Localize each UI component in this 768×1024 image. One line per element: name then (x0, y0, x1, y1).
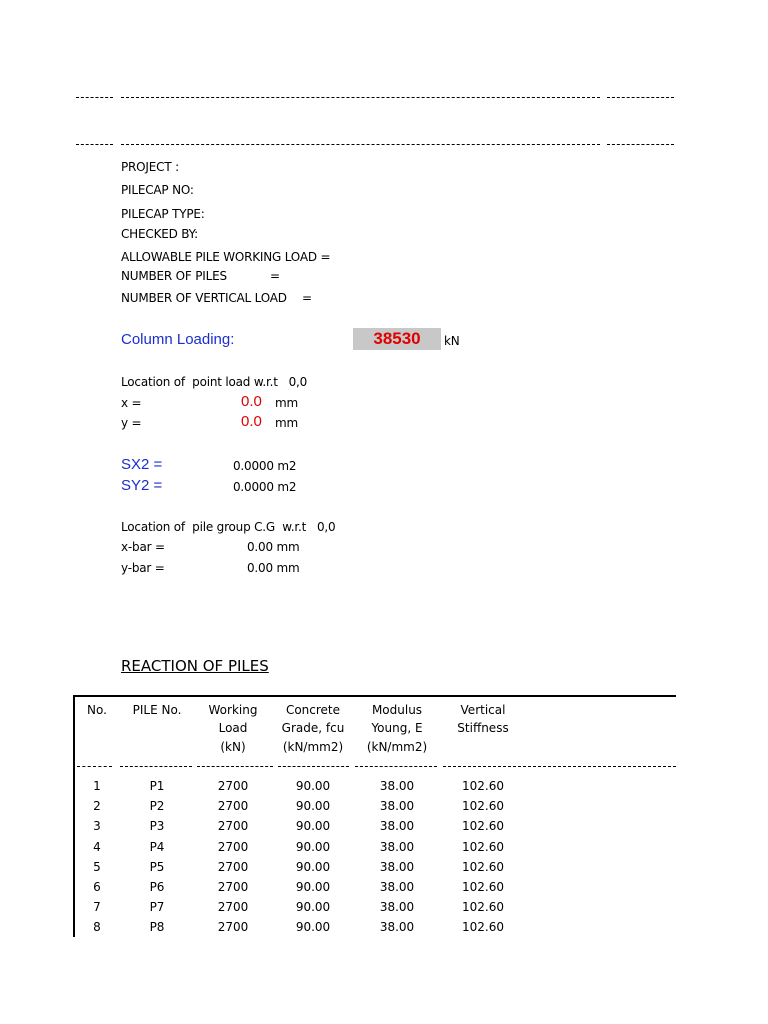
table-cell: P6 (149, 880, 165, 894)
reaction-title: REACTION OF PILES (121, 657, 269, 675)
y-value: 0.0 (241, 413, 262, 430)
table-cell: 90.00 (295, 900, 331, 915)
table-header-cell: Young, E (371, 721, 423, 735)
header-separator-1c (607, 97, 674, 98)
table-header-cell: No. (87, 703, 107, 717)
header-separator-2a (76, 144, 113, 145)
allowable-load-label: ALLOWABLE PILE WORKING LOAD = (121, 250, 331, 264)
xbar-label: x-bar = (121, 540, 165, 554)
table-cell: 2 (93, 799, 101, 814)
table-cell: P5 (149, 859, 165, 874)
table-cell: 102.60 (462, 839, 504, 854)
table-header-cell: Grade, fcu (281, 721, 345, 735)
table-header-separator (278, 766, 349, 767)
column-loading-label: Column Loading: (121, 331, 235, 348)
header-separator-2c (607, 144, 674, 145)
project-label: PROJECT : (121, 160, 179, 174)
table-cell: P3 (149, 819, 165, 834)
table-header-cell: Concrete (285, 703, 341, 717)
table-cell: 90.00 (295, 839, 331, 854)
number-vertical-load-equals: = (302, 291, 312, 305)
table-cell: 2700 (217, 819, 249, 834)
table-header-cell: (kN) (220, 740, 246, 754)
table-cell: 102.60 (462, 920, 504, 935)
table-cell: 102.60 (462, 799, 504, 814)
table-cell: 2700 (217, 859, 249, 874)
column-loading-value: 38530 (373, 329, 421, 348)
header-separator-1b (121, 97, 600, 98)
table-cell: 102.60 (462, 900, 504, 915)
table-cell: P4 (149, 839, 165, 854)
table-cell: P2 (149, 799, 165, 814)
pilecap-type-label: PILECAP TYPE: (121, 207, 205, 221)
sx2-label: SX2 = (121, 456, 163, 473)
table-cell: 6 (93, 880, 101, 894)
table-cell: P1 (149, 779, 165, 793)
table-cell: 38.00 (379, 859, 415, 874)
table-cell: 90.00 (295, 920, 331, 935)
table-header-cell: Working (208, 703, 258, 717)
table-cell: 38.00 (379, 779, 415, 793)
table-cell: 2700 (217, 799, 249, 814)
table-cell: 38.00 (379, 799, 415, 814)
sx2-value: 0.0000 m2 (233, 459, 297, 473)
checked-by-label: CHECKED BY: (121, 227, 199, 241)
xbar-value: 0.00 mm (247, 540, 300, 554)
table-cell: 90.00 (295, 880, 331, 894)
table-cell: 1 (93, 779, 101, 793)
table-top-border (73, 695, 676, 697)
table-cell: 8 (93, 920, 101, 935)
table-cell: 2700 (217, 779, 249, 793)
number-of-piles-equals: = (270, 269, 280, 283)
table-cell: 38.00 (379, 819, 415, 834)
table-cell: 90.00 (295, 779, 331, 793)
table-cell: 90.00 (295, 859, 331, 874)
header-separator-1a (76, 97, 113, 98)
table-cell: 38.00 (379, 900, 415, 915)
x-unit: mm (275, 396, 298, 410)
y-label: y = (121, 416, 142, 430)
ybar-value: 0.00 mm (247, 561, 300, 575)
table-header-separator (355, 766, 437, 767)
table-header-cell: Vertical (460, 703, 506, 717)
sy2-label: SY2 = (121, 477, 163, 494)
table-cell: P8 (149, 920, 165, 935)
table-cell: 38.00 (379, 880, 415, 894)
number-vertical-load-label: NUMBER OF VERTICAL LOAD (121, 291, 287, 305)
table-cell: P7 (149, 900, 165, 915)
table-cell: 2700 (217, 920, 249, 935)
x-label: x = (121, 396, 142, 410)
table-cell: 2700 (217, 839, 249, 854)
table-cell: 102.60 (462, 779, 504, 793)
table-cell: 5 (93, 859, 101, 874)
table-header-cell: PILE No. (132, 703, 182, 717)
header-separator-2b (121, 144, 600, 145)
x-value: 0.0 (241, 393, 262, 410)
table-cell: 4 (93, 839, 101, 854)
table-header-cell: Modulus (371, 703, 423, 717)
table-cell: 102.60 (462, 819, 504, 834)
table-header-separator (77, 766, 112, 767)
table-cell: 102.60 (462, 859, 504, 874)
ybar-label: y-bar = (121, 561, 165, 575)
table-header-cell: Load (218, 721, 248, 735)
table-cell: 90.00 (295, 819, 331, 834)
table-cell: 2700 (217, 900, 249, 915)
column-loading-unit: kN (444, 334, 460, 348)
sy2-value: 0.0000 m2 (233, 480, 297, 494)
table-header-cell: (kN/mm2) (366, 740, 428, 754)
table-header-cell: Stiffness (457, 721, 509, 735)
number-of-piles-label: NUMBER OF PILES (121, 269, 227, 283)
table-header-separator (120, 766, 192, 767)
table-cell: 38.00 (379, 920, 415, 935)
pilecap-no-label: PILECAP NO: (121, 183, 194, 197)
table-cell: 90.00 (295, 799, 331, 814)
table-header-separator (197, 766, 273, 767)
table-cell: 2700 (217, 880, 249, 894)
table-cell: 3 (93, 819, 101, 834)
table-cell: 102.60 (462, 880, 504, 894)
pile-group-title: Location of pile group C.G w.r.t 0,0 (121, 520, 336, 534)
table-cell: 38.00 (379, 839, 415, 854)
table-header-separator (443, 766, 676, 767)
point-load-title: Location of point load w.r.t 0,0 (121, 375, 308, 389)
table-header-cell: (kN/mm2) (282, 740, 344, 754)
table-cell: 7 (93, 900, 101, 915)
y-unit: mm (275, 416, 298, 430)
